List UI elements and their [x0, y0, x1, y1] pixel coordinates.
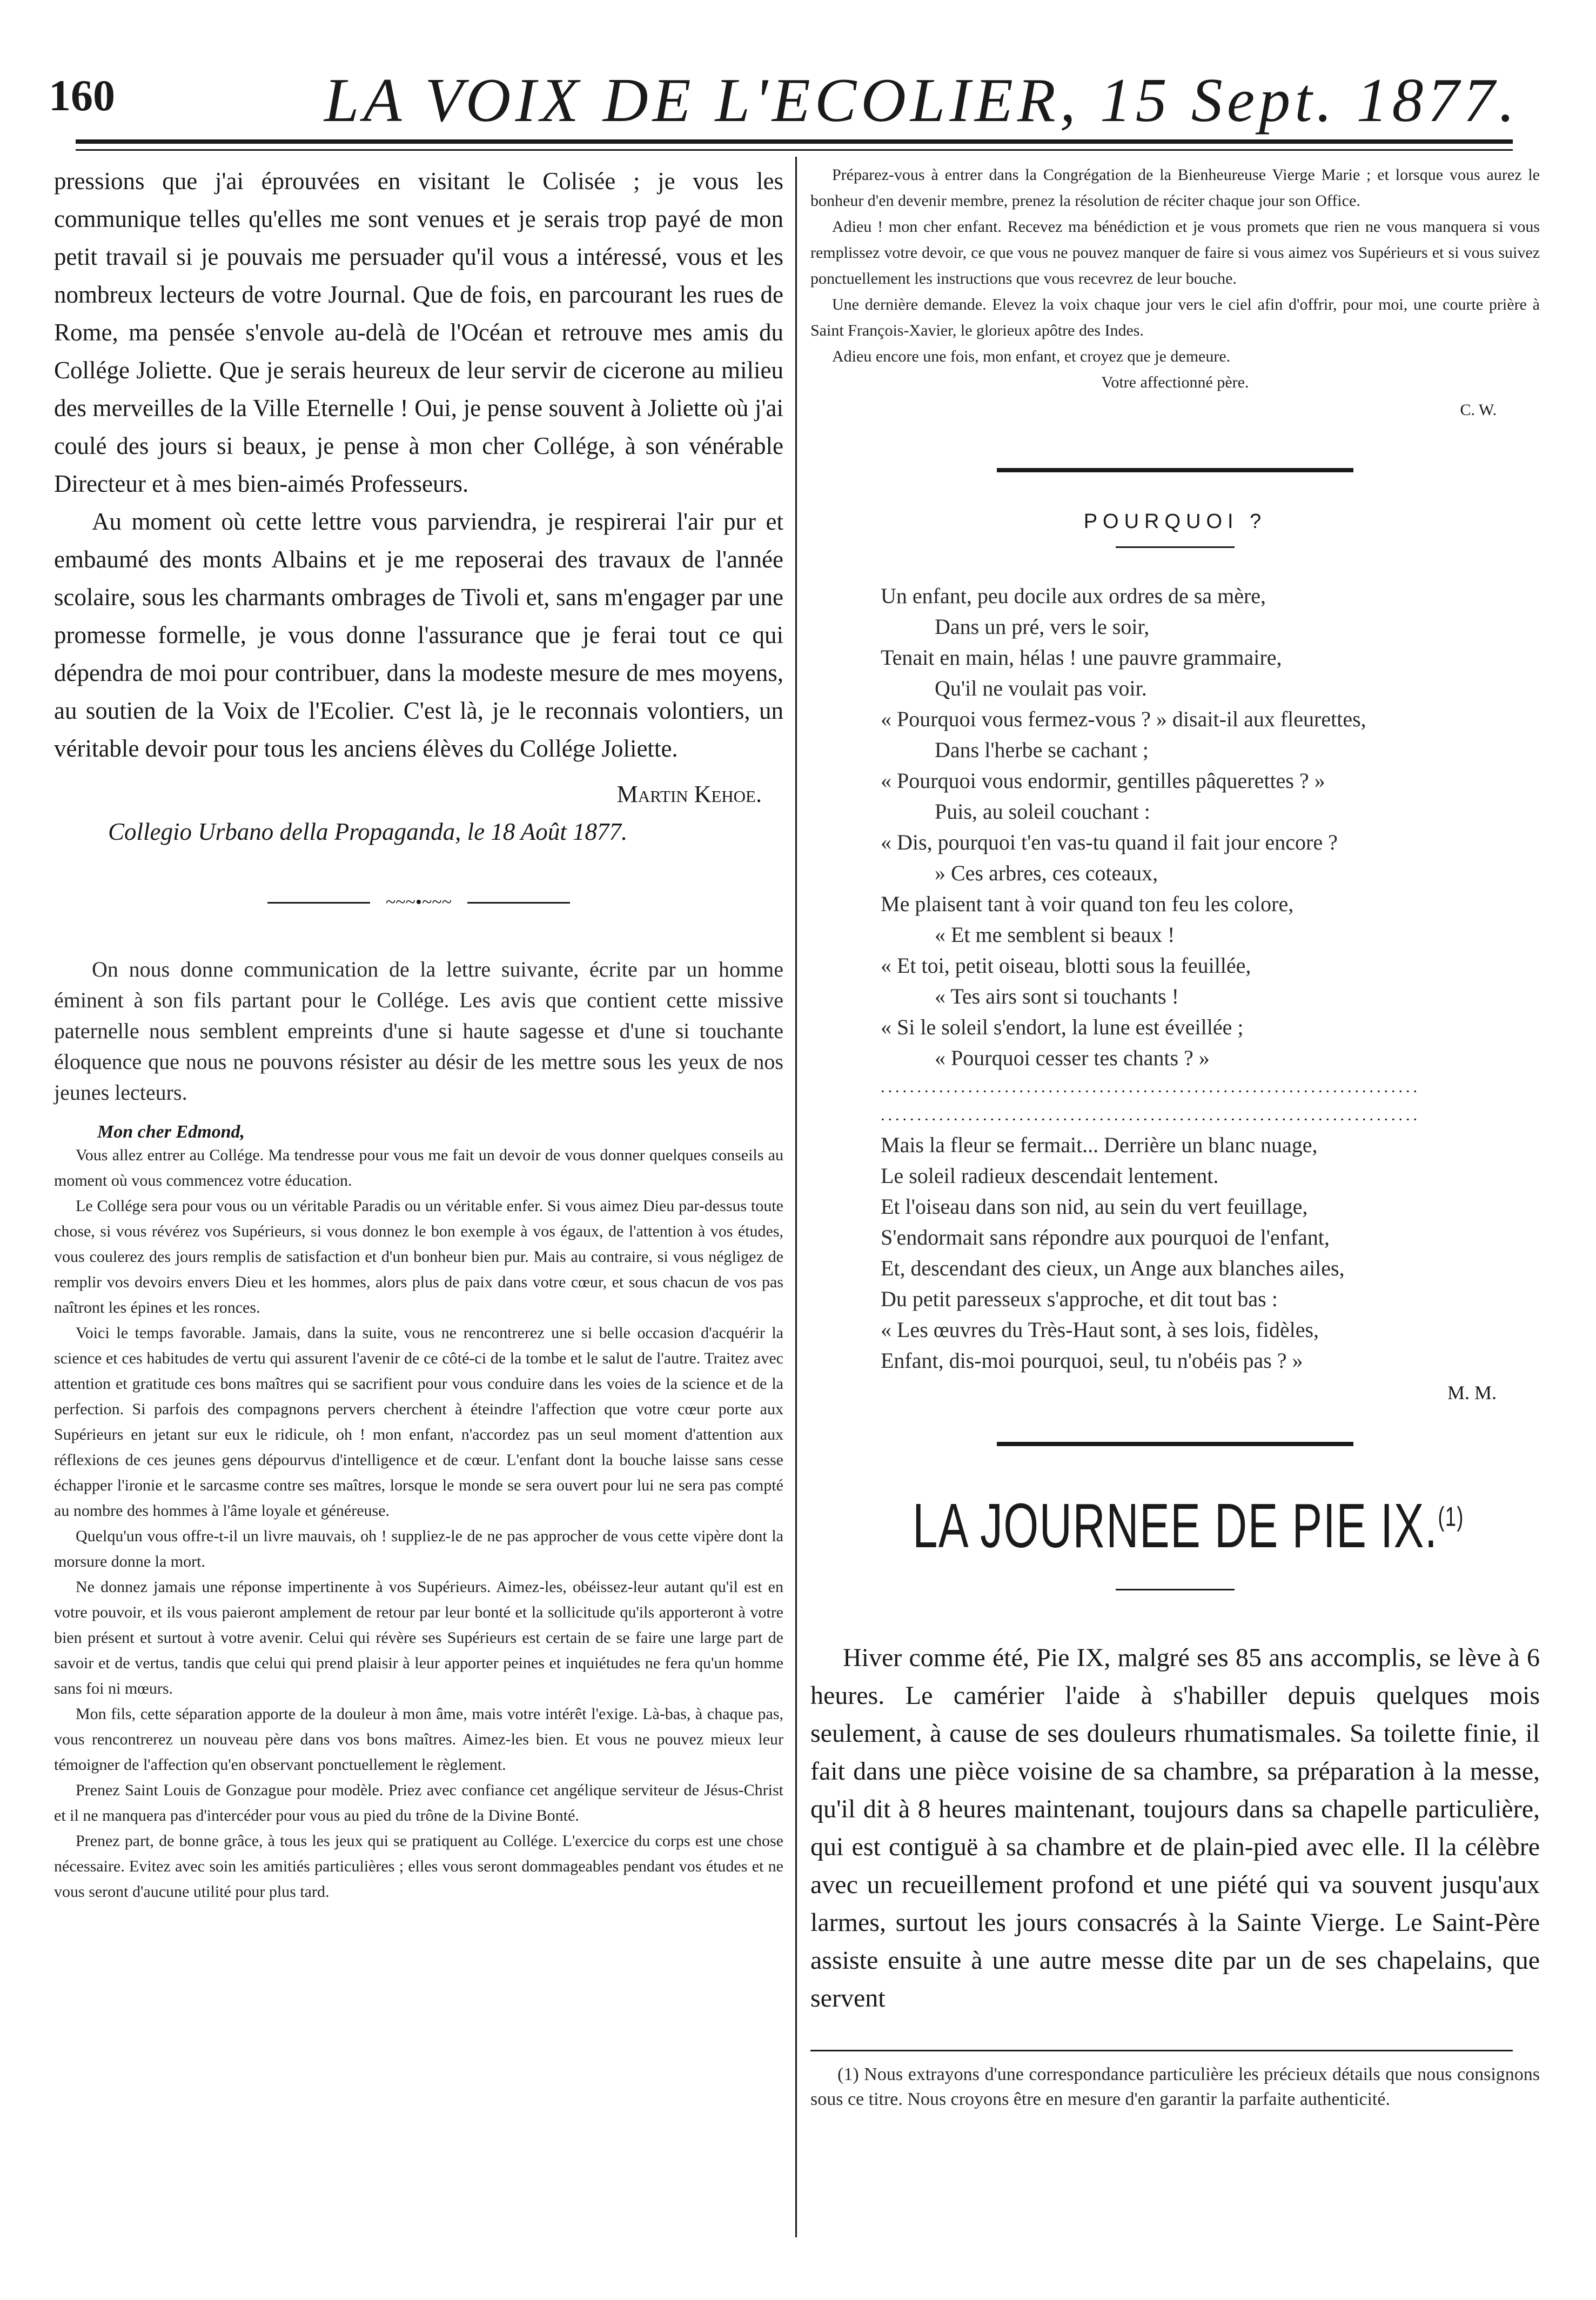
- masthead: LA VOIX DE L'ECOLIER, 15 Sept. 1877.: [324, 66, 1519, 135]
- right-column: [810, 162, 1540, 2112]
- poem-signature: M. M.: [1447, 1382, 1497, 1403]
- advice-paragraph: Le Collége sera pour vous ou un véritable Paradis ou un véritable enfer. Si vous aimez Dieu par-dessus toute chose, si vous révérez vos Supérieurs, si vous donnez le bon exemple à vos égaux, de l'attention à vos études, vous coulerez des jours remplis de satisfaction et d'un bonheur bien pur. Mais au contraire, si vous négligez de remplir vos devoirs envers Dieu et les hommes, alors plus de paix dans votre cœur, et sous chacun de vos pas naîtront les épines et les ronces.: [54, 1197, 783, 1316]
- letter-end-paragraph: Adieu ! mon cher enfant. Recevez ma bénédiction et je vous promets que rien ne vous manquera si vous remplissez votre devoir, ce que vous ne pouvez manquer de faire si vous aimez vos Supérieurs et si vous suivez ponctuellement les instructions que vous recevrez de leur bouche.: [810, 218, 1540, 288]
- poem-line: S'endormait sans répondre aux pourquoi de l'enfant,: [881, 1225, 1330, 1249]
- page-number: 160: [49, 71, 115, 120]
- poem-stanza-2: [810, 1129, 1540, 1376]
- poem-line: Puis, au soleil couchant :: [935, 799, 1150, 824]
- article-title: [913, 1489, 1464, 1562]
- advice-paragraph: Ne donnez jamais une réponse impertinente à vos Supérieurs. Aimez-les, obéissez-leur autant qu'il est en votre pouvoir, et ils vous paieront amplement de retour par leur bonté et la sollicitude qu'ils apporteront à votre bien présent et surtout à votre avenir. Celui qui révère ses Supérieurs est certain de se faire une large part de savoir et de vertus, tandis que celui qui prend plaisir à leur apporter peines et inquiétudes ne fera qu'un homme sans foi ni mœurs.: [54, 1578, 783, 1697]
- footnote-rule: [810, 2050, 1513, 2051]
- poem-line: Du petit paresseux s'approche, et dit tout bas :: [881, 1287, 1278, 1311]
- article-note-mark: (1): [1438, 1501, 1464, 1532]
- poem-ellipsis-row: ..........................................................................: [881, 1078, 1420, 1096]
- poem-line: Tenait en main, hélas ! une pauvre grammaire,: [881, 645, 1282, 670]
- letter-end-paragraph: Préparez-vous à entrer dans la Congrégation de la Bienheureuse Vierge Marie ; et lorsque vous aurez le bonheur d'en devenir membre, prenez la résolution de réciter chaque jour son Office.: [810, 166, 1540, 210]
- header-rule-thin: [76, 149, 1513, 151]
- poem-line: « Et me semblent si beaux !: [935, 922, 1175, 947]
- letter-paragraph: Au moment où cette lettre vous parviendra, je respirerai l'air pur et embaumé des monts Albains et je me reposerai des travaux de l'année scolaire, sous les charmants ombrages de Tivoli et, sans m'engager par une promesse formelle, je vous donne l'assurance que je ferai tout ce qui dépendra de moi pour contribuer, dans la modeste mesure de mes moyens, au soutien de la Voix de l'Ecolier. C'est là, je le reconnais volontiers, un véritable devoir pour tous les anciens élèves du Collége Joliette.: [54, 508, 783, 762]
- article-body: Hiver comme été, Pie IX, malgré ses 85 ans accomplis, se lève à 6 heures. Le camérier l'aide à s'habiller depuis quelques mois seulement, à cause de ses douleurs rhumatismales. Sa toilette finie, il fait dans une pièce voisine de sa chambre, sa préparation à la messe, qu'il dit à 8 heures maintenant, toujours dans sa chapelle particulière, qui est contiguë à sa chambre et de plain-pied avec elle. Il la célèbre avec un recueillement profond et une piété qui va souvent jusqu'aux larmes, surtout les jours consacrés à la Sainte Vierge. Le Saint-Père assiste ensuite à une autre messe dite par un de ses chapelains, que servent: [810, 1643, 1540, 2012]
- advice-paragraph: Prenez Saint Louis de Gonzague pour modèle. Priez avec confiance cet angélique serviteur de Jésus-Christ et il ne manquera pas d'intercéder pour vous au pied du trône de la Divine Bonté.: [54, 1781, 783, 1824]
- letter-end-paragraph: Adieu encore une fois, mon enfant, et croyez que je demeure.: [832, 347, 1231, 365]
- advice-letter: [54, 1142, 783, 1904]
- poem: [810, 580, 1540, 1073]
- intro-paragraph: On nous donne communication de la lettre suivante, écrite par un homme éminent à son fils partant pour le Collége. Les avis que contient cette missive paternelle nous semblent empreints d'une si haute sagesse et d'une si touchante éloquence que nous ne pouvons résister au désir de les mettre sous les yeux de nos jeunes lecteurs.: [54, 957, 783, 1105]
- advice-paragraph: Voici le temps favorable. Jamais, dans la suite, vous ne rencontrerez une si belle occasion d'acquérir la science et ces habitudes de vertu qui assurent l'avenir de ce côté-ci de la tombe et le salut de l'autre. Traitez avec attention et gratitude ces bons maîtres qui se sacrifient pour vous conduire dans les voies de la science et de la perfection. Si parfois des compagnons pervers cherchent à éteindre l'affection que votre cœur porte aux Supérieurs en jetant sur eux le ridicule, oh ! mon enfant, n'accordez pas un seul moment d'attention aux réflexions de ces jeunes gens dépourvus d'intelligence et de cœur. L'enfant dont la bouche laisse sans cesse échapper l'ironie et le sarcasme contre ses maîtres, lorsque le monde se sera ouvert pour lui ne sera pas compté au nombre des hommes à l'âme loyale et généreuse.: [54, 1324, 783, 1520]
- article-title-text: LA JOURNEE DE PIE IX.: [913, 1490, 1438, 1561]
- letter-signature: Martin Kehoe.: [616, 781, 762, 807]
- advice-paragraph: Mon fils, cette séparation apporte de la douleur à mon âme, mais votre intérêt l'exige. Là-bas, à chaque pas, vous rencontrerez un nouveau père dans vos bons maîtres. Aimez-les bien. Et vous ne pouvez mieux leur témoigner de l'affection qu'en observant ponctuellement le règlement.: [54, 1705, 783, 1774]
- section-rule: [997, 1442, 1353, 1446]
- poem-line: Dans un pré, vers le soir,: [935, 614, 1150, 639]
- poem-line: Un enfant, peu docile aux ordres de sa mère,: [881, 584, 1266, 608]
- letter-greeting: Mon cher Edmond,: [97, 1122, 245, 1142]
- poem-line: « Les œuvres du Très-Haut sont, à ses lois, fidèles,: [881, 1318, 1319, 1342]
- advice-paragraph: Prenez part, de bonne grâce, à tous les jeux qui se pratiquent au Collége. L'exercice du corps est une chose nécessaire. Evitez avec soin les amitiés particulières ; elles vous seront dommageables pendant vos études et ne vous seront d'aucune utilité pour plus tard.: [54, 1832, 783, 1901]
- advice-paragraph: Vous allez entrer au Collége. Ma tendresse pour vous me fait un devoir de vous donner quelques conseils au moment où vous commencez votre éducation.: [54, 1146, 783, 1189]
- advice-paragraph: Quelqu'un vous offre-t-il un livre mauvais, oh ! suppliez-le de ne pas approcher de vous cette vipère dont la morsure donne la mort.: [54, 1527, 783, 1570]
- footnote: (1) Nous extrayons d'une correspondance particulière les précieux détails que nous consignons sous ce titre. Nous croyons être en mesure d'en garantir la parfaite authenticité.: [810, 2064, 1540, 2109]
- header-rule-thick: [76, 139, 1513, 144]
- poem-line: « Pourquoi cesser tes chants ? »: [935, 1046, 1210, 1070]
- poem-line: Dans l'herbe se cachant ;: [935, 738, 1149, 762]
- poem-line: « Et toi, petit oiseau, blotti sous la feuillée,: [881, 953, 1251, 978]
- poem-line: Mais la fleur se fermait... Derrière un blanc nuage,: [881, 1133, 1318, 1157]
- poem-line: Qu'il ne voulait pas voir.: [935, 676, 1147, 700]
- poem-line: Le soleil radieux descendait lentement.: [881, 1164, 1219, 1188]
- poem-line: Et l'oiseau dans son nid, au sein du vert feuillage,: [881, 1194, 1308, 1219]
- ornament-glyph: ~~~•~~~: [385, 892, 452, 912]
- letter-dateline: Collegio Urbano della Propaganda, le 18 Août 1877.: [108, 818, 628, 845]
- poem-line: Et, descendant des cieux, un Ange aux blanches ailes,: [881, 1256, 1345, 1280]
- column-divider: [795, 157, 797, 2237]
- poem-line: « Tes airs sont si touchants !: [935, 984, 1179, 1008]
- left-column: [54, 162, 783, 1904]
- section-ornament: [267, 894, 570, 911]
- poem-line: » Ces arbres, ces coteaux,: [935, 861, 1158, 885]
- letter-paragraph: pressions que j'ai éprouvées en visitant le Colisée ; je vous les communique telles qu'elles me sont venues et je serais trop payé de mon petit travail si je pouvais me persuader qu'il vous a intéressé, vous et les nombreux lecteurs de votre Journal. Que de fois, en parcourant les rues de Rome, ma pensée s'envole au-delà de l'Océan et retrouve mes amis du Collége Joliette. Que je serais heureux de leur servir de cicerone au milieu des merveilles de la Ville Eternelle ! Oui, je pense souvent à Joliette où j'ai coulé des jours si beaux, je pense à mon cher Collége, à son vénérable Directeur et à mes bien-aimés Professeurs.: [54, 168, 783, 497]
- letter-end: [810, 162, 1540, 396]
- poem-line: « Si le soleil s'endort, la lune est éveillée ;: [881, 1015, 1244, 1039]
- poem-line: « Pourquoi vous endormir, gentilles pâquerettes ? »: [881, 768, 1325, 793]
- poem-line: « Dis, pourquoi t'en vas-tu quand il fait jour encore ?: [881, 830, 1338, 854]
- letter-initials: C. W.: [1460, 401, 1497, 419]
- poem-title: POURQUOI ?: [1083, 510, 1267, 533]
- poem-ellipsis-row: ..........................................................................: [881, 1106, 1420, 1124]
- poem-line: Enfant, dis-moi pourquoi, seul, tu n'obéis pas ? »: [881, 1348, 1303, 1373]
- letter-closing: Votre affectionné père.: [1101, 373, 1249, 391]
- letter-continuation: [54, 162, 783, 767]
- section-rule: [997, 468, 1353, 472]
- poem-line: « Pourquoi vous fermez-vous ? » disait-il aux fleurettes,: [881, 707, 1366, 731]
- article-title-rule: [1116, 1589, 1235, 1590]
- poem-title-rule: [1116, 546, 1235, 548]
- poem-line: Me plaisent tant à voir quand ton feu les colore,: [881, 892, 1294, 916]
- letter-end-paragraph: Une dernière demande. Elevez la voix chaque jour vers le ciel afin d'offrir, pour moi, une courte prière à Saint François-Xavier, le glorieux apôtre des Indes.: [810, 296, 1540, 339]
